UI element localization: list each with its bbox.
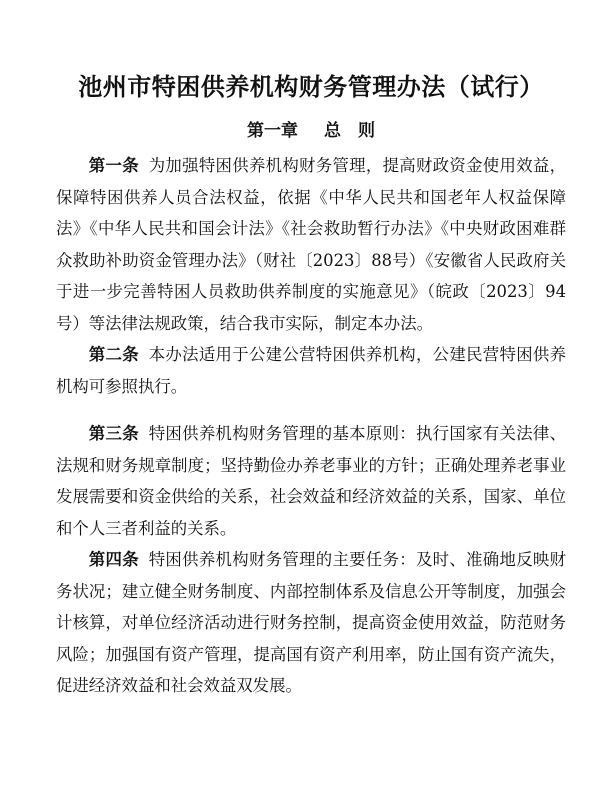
article-4	[56, 544, 566, 702]
chapter-name: 总 则	[324, 121, 375, 141]
article-3	[56, 418, 566, 544]
article-label: 第一条	[88, 156, 139, 175]
document-title: 池州市特困供养机构财务管理办法（试行）	[78, 73, 544, 101]
article-label: 第三条	[88, 424, 139, 443]
article-text: 为加强特困供养机构财务管理，提高财政资金使用效益，保障特困供养人员合法权益，依据《中华人民共和国老年人权益保障法》《中华人民共和国会计法》《社会救助暂行办法》《中央财政困难群众救助补助资金管理办法》（财社〔2023〕88号）《安徽省人民政府关于进一步完善特困人员救助供养制度的实施意见》（皖政〔2023〕94号）等法律法规政策，结合我市实际，制定本办法。	[56, 156, 566, 333]
chapter-heading	[56, 118, 566, 144]
article-label: 第四条	[88, 550, 139, 569]
article-text: 特困供养机构财务管理的主要任务：及时、准确地反映财务状况；建立健全财务制度、内部控制体系及信息公开等制度，加强会计核算，对单位经济活动进行财务控制，提高资金使用效益，防范财务风险；加强国有资产管理，提高国有资产利用率，防止国有资产流失，促进经济效益和社会效益双发展。	[56, 550, 566, 695]
chapter-number: 第一章	[247, 121, 298, 141]
article-2	[56, 339, 566, 402]
article-label: 第二条	[88, 345, 139, 364]
article-text: 特困供养机构财务管理的基本原则：执行国家有关法律、法规和财务规章制度；坚持勤俭办养老事业的方针；正确处理养老事业发展需要和资金供给的关系，社会效益和经济效益的关系，国家、单位和个人三者利益的关系。	[56, 424, 566, 538]
article-text: 本办法适用于公建公营特困供养机构，公建民营特困供养机构可参照执行。	[56, 345, 566, 396]
article-1	[56, 150, 566, 339]
